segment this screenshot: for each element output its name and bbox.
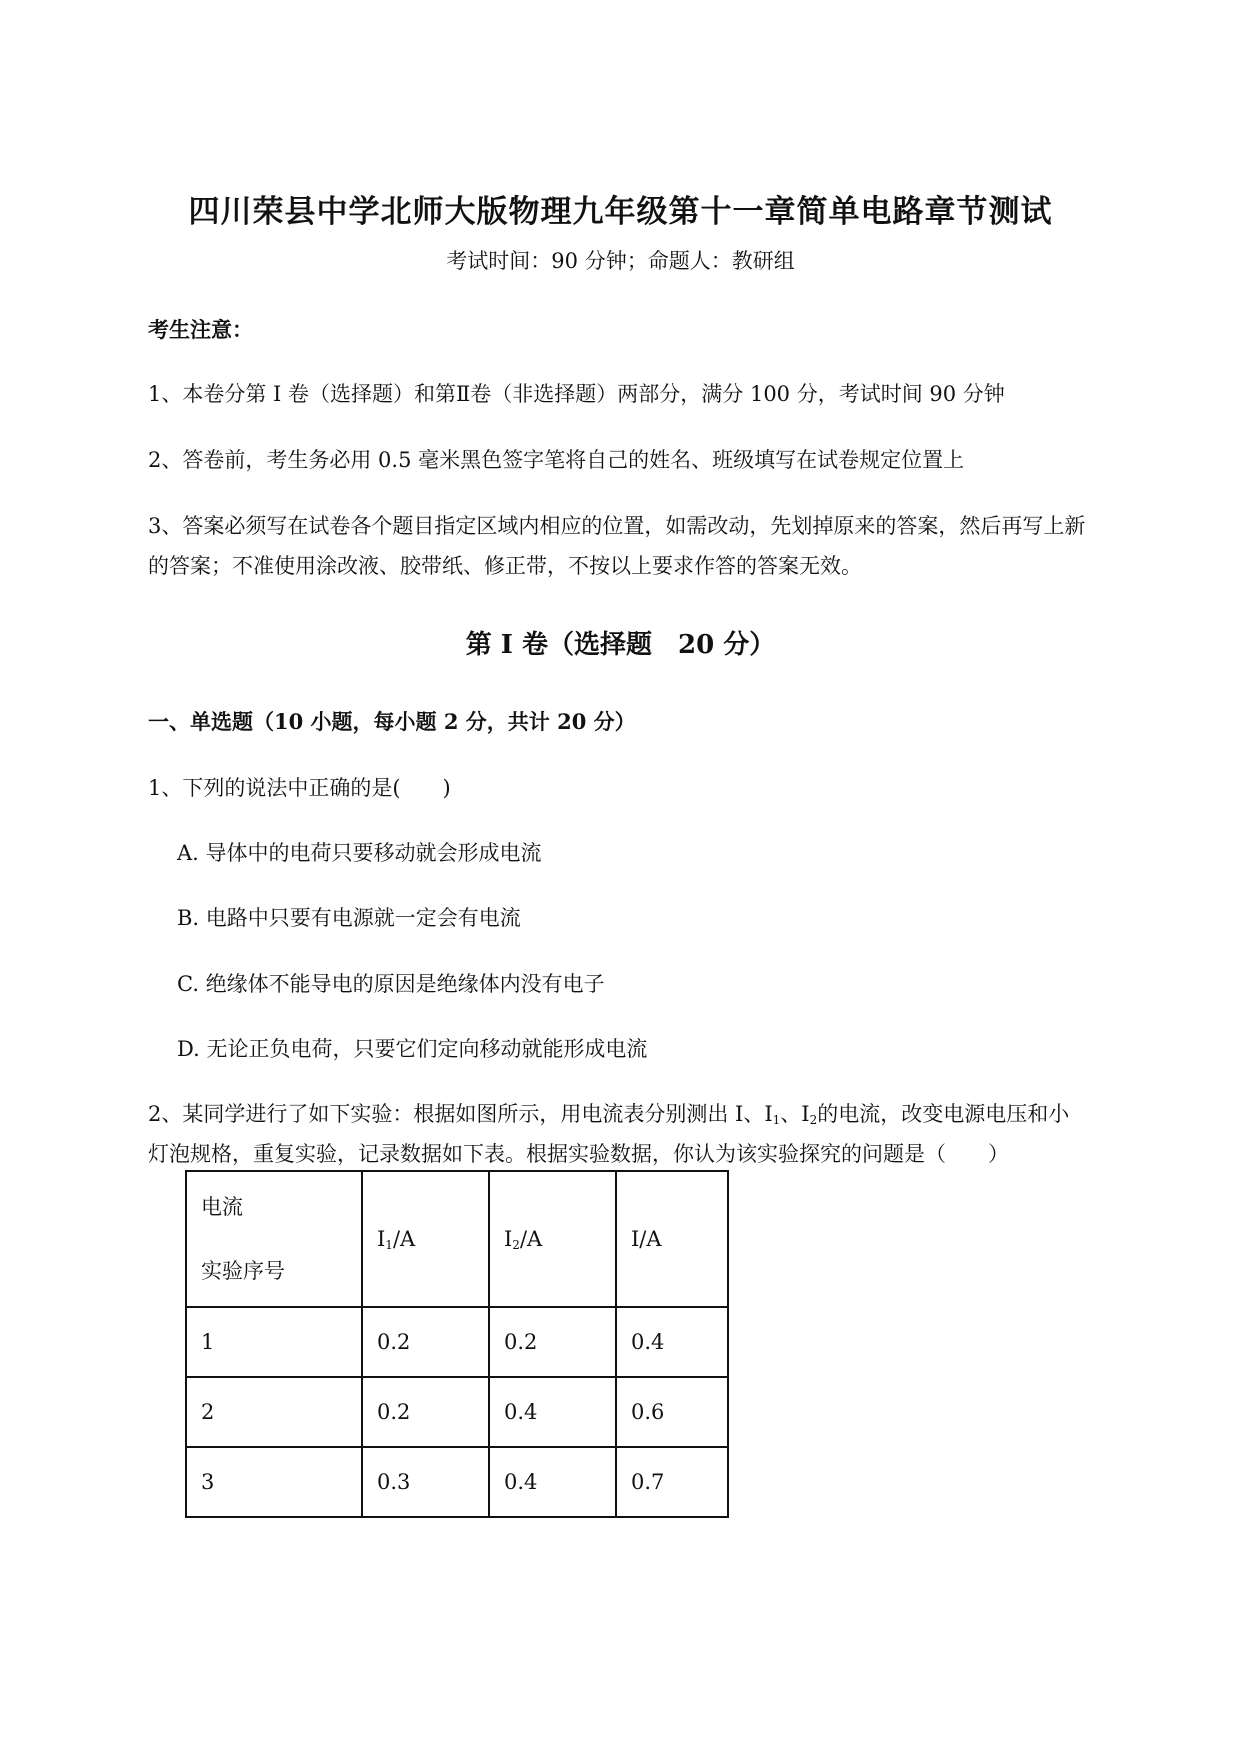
question-2-stem-line-1 <box>148 1098 1069 1128</box>
question-1-option-b: B. 电路中只要有电源就一定会有电流 <box>177 906 521 930</box>
notice-item-1: 1、本卷分第 I 卷（选择题）和第Ⅱ卷（非选择题）两部分，满分 100 分，考试时间 90 分钟 <box>148 382 1005 406</box>
notice-item-3-line-1: 3、答案必须写在试卷各个题目指定区域内相应的位置，如需改动，先划掉原来的答案，然后再写上新 <box>148 514 1086 538</box>
question-1-option-d: D. 无论正负电荷，只要它们定向移动就能形成电流 <box>177 1037 648 1061</box>
table-cell: 0.3 <box>362 1447 489 1517</box>
corner-label-trial: 实验序号 <box>201 1259 285 1283</box>
question-1-option-c: C. 绝缘体不能导电的原因是绝缘体内没有电子 <box>177 972 605 996</box>
question-2-stem-part-c: 的电流，改变电源电压和小 <box>817 1102 1070 1126</box>
notice-item-2: 2、答卷前，考生务必用 0.5 毫米黑色签字笔将自己的姓名、班级填写在试卷规定位置上 <box>148 448 965 472</box>
question-2-stem-part-b: 、I <box>780 1102 810 1126</box>
table-row <box>186 1377 728 1447</box>
table-cell: 0.4 <box>616 1307 728 1377</box>
question-2-stem-line-2: 灯泡规格，重复实验，记录数据如下表。根据实验数据，你认为该实验探究的问题是（ ） <box>148 1142 1009 1166</box>
section-title: 第 I 卷（选择题 20 分） <box>465 630 776 660</box>
table-cell: 0.4 <box>489 1447 616 1517</box>
table-header-row <box>186 1171 728 1307</box>
notice-heading: 考生注意： <box>148 317 253 342</box>
question-1-option-a: A. 导体中的电荷只要移动就会形成电流 <box>177 841 542 865</box>
subscript-2: 2 <box>809 1113 818 1127</box>
notice-item-3-line-2: 的答案；不准使用涂改液、胶带纸、修正带，不按以上要求作答的答案无效。 <box>148 554 862 578</box>
question-1-stem: 1、下列的说法中正确的是( ) <box>148 776 451 800</box>
table-cell: 2 <box>186 1377 362 1447</box>
table-cell: 0.2 <box>362 1307 489 1377</box>
part-heading: 一、单选题（10 小题，每小题 2 分，共计 20 分） <box>148 709 636 734</box>
table-header-i2: $I_2/A$ <box>489 1171 616 1307</box>
table-cell: 1 <box>186 1307 362 1377</box>
table-row <box>186 1447 728 1517</box>
table-cell: 0.2 <box>362 1377 489 1447</box>
table-cell: 0.2 <box>489 1307 616 1377</box>
table-header-i1: $I_1/A$ <box>362 1171 489 1307</box>
data-table <box>185 1170 729 1518</box>
table-corner-cell <box>186 1171 362 1307</box>
table-cell: 0.6 <box>616 1377 728 1447</box>
question-2-stem-part-a: 2、某同学进行了如下实验：根据如图所示，用电流表分别测出 I、I <box>148 1102 773 1126</box>
corner-label-current: 电流 <box>201 1195 243 1219</box>
page-title: 四川荣县中学北师大版物理九年级第十一章简单电路章节测试 <box>188 194 1053 230</box>
table-cell: 0.4 <box>489 1377 616 1447</box>
table-header-i: I/A <box>616 1171 728 1307</box>
table-row <box>186 1307 728 1377</box>
table-cell: 3 <box>186 1447 362 1517</box>
table-cell: 0.7 <box>616 1447 728 1517</box>
subscript-1: 1 <box>772 1113 781 1127</box>
exam-info: 考试时间：90 分钟；命题人：教研组 <box>446 249 795 273</box>
